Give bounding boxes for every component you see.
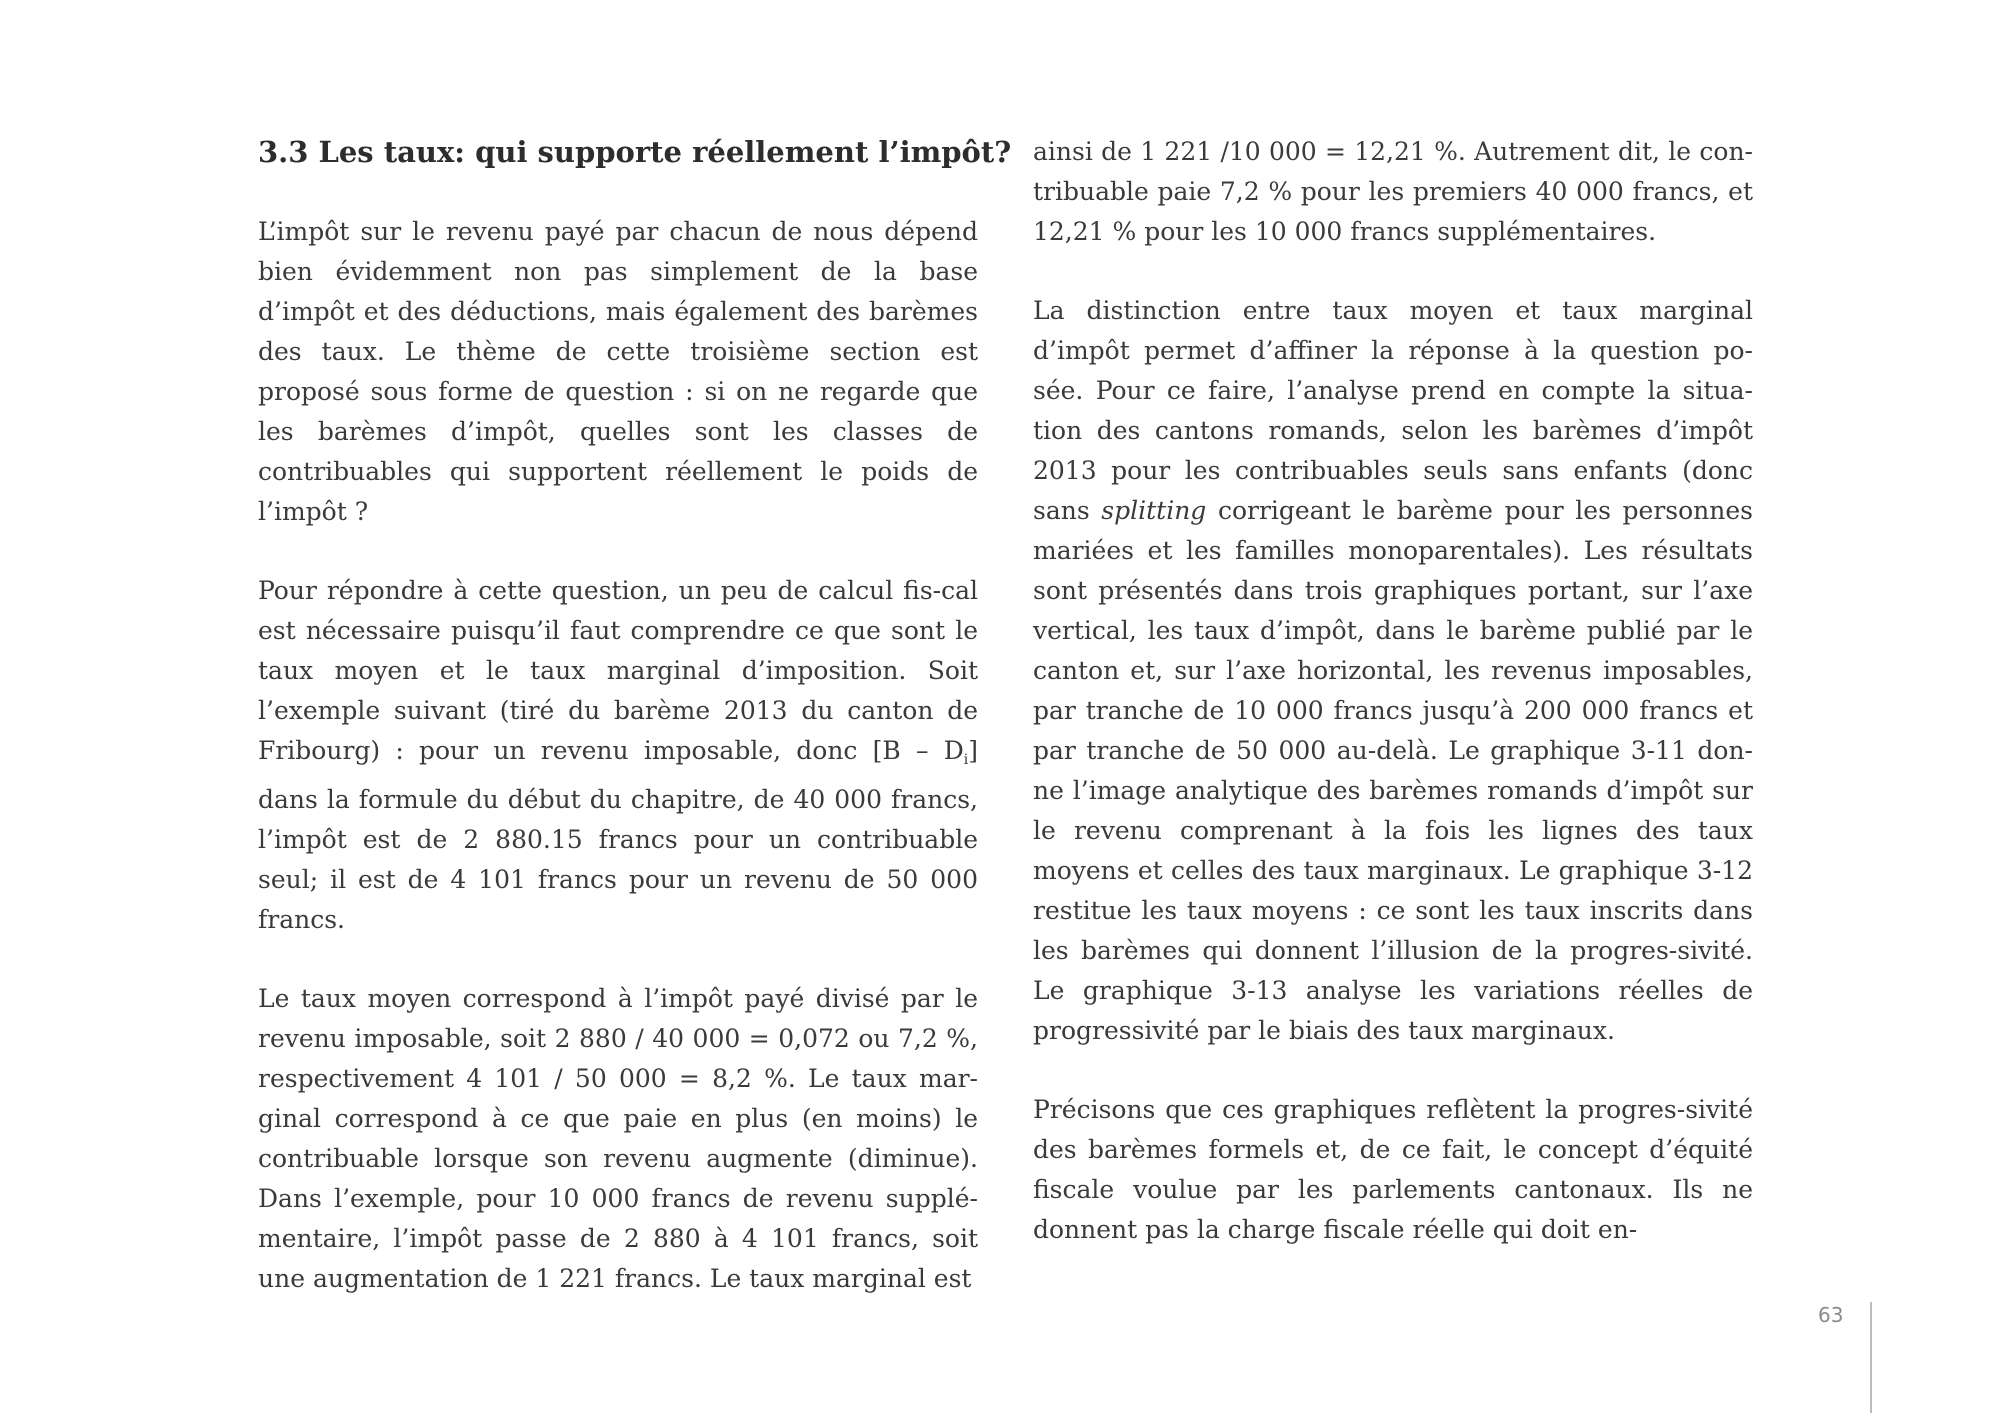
paragraph-precision: Précisons que ces graphiques reflètent la progres-sivité des barèmes formels et, de ce fait, le concept d’équité fiscale voulue par les parlements cantonaux. Ils ne donnent pas la charge fiscale réelle qui doit en- bbox=[1033, 1095, 1753, 1244]
emphasis-splitting: splitting bbox=[1101, 496, 1207, 525]
paragraph-calculation-text-a: Pour répondre à cette question, un peu de calcul fis-cal est nécessaire puisqu’il faut comprendre ce que sont le taux moyen et le taux marginal d’imposition. Soit l’exemple suivant (tiré du barème 2013 du canton de Fribourg) : pour un revenu imposable, donc [B – D bbox=[258, 576, 978, 765]
formula-subscript: i bbox=[963, 752, 969, 768]
page-number: 63 bbox=[1818, 1303, 1844, 1327]
paragraph-distinction-text-a: La distinction entre taux moyen et taux marginal d’impôt permet d’affiner la réponse à la question po-sée. Pour ce faire, l’analyse prend en compte la situa-tion des cantons romands, selon les barèmes d’impôt 2013 pour les contribuables seuls sans enfants (donc sans bbox=[1033, 296, 1753, 525]
paragraph-distinction bbox=[1033, 291, 1753, 1051]
page-margin-rule bbox=[1870, 1302, 1872, 1413]
paragraph-calculation-text-b: ] dans la formule du début du chapitre, de 40 000 francs, l’impôt est de 2 880.15 francs pour un contribuable seul; il est de 4 101 francs pour un revenu de 50 000 francs. bbox=[258, 736, 978, 934]
paragraph-marginal-rate: ainsi de 1 221 /10 000 = 12,21 %. Autrement dit, le con-tribuable paie 7,2 % pour les premiers 40 000 francs, et 12,21 % pour les 10 000 francs supplémentaires. bbox=[1033, 137, 1753, 246]
left-column bbox=[258, 132, 1012, 1338]
section-number: 3.3 bbox=[258, 135, 309, 169]
paragraph-intro: L’impôt sur le revenu payé par chacun de nous dépend bien évidemment non pas simplement de la base d’impôt et des déductions, mais également des barèmes des taux. Le thème de cette troisième section est proposé sous forme de question : si on ne regarde que les barèmes d’impôt, quelles sont les classes de contribuables qui supportent réellement le poids de l’impôt ? bbox=[258, 217, 978, 526]
paragraph-average-rate: Le taux moyen correspond à l’impôt payé divisé par le revenu imposable, soit 2 880 / 40 000 = 0,072 ou 7,2 %, respectivement 4 101 / 50 000 = 8,2 %. Le taux mar-ginal correspond à ce que paie en plus (en moins) le contribuable lorsque son revenu augmente (diminue). Dans l’exemple, pour 10 000 francs de revenu supplé-mentaire, l’impôt passe de 2 880 à 4 101 francs, soit une augmentation de 1 221 francs. Le taux marginal est bbox=[258, 984, 978, 1293]
section-title: Les taux: qui supporte réellement l’impôt? bbox=[318, 135, 1012, 169]
right-column bbox=[1033, 132, 1753, 1289]
paragraph-distinction-text-b: corrigeant le barème pour les personnes mariées et les familles monoparentales). Les résultats sont présentés dans trois graphiques portant, sur l’axe vertical, les taux d’impôt, dans le barème publié par le canton et, sur l’axe horizontal, les revenus imposables, par tranche de 10 000 francs jusqu’à 200 000 francs et par tranche de 50 000 au-delà. Le graphique 3-11 don-ne l’image analytique des barèmes romands d’impôt sur le revenu comprenant à la fois les lignes des taux moyens et celles des taux marginaux. Le graphique 3-12 restitue les taux moyens : ce sont les taux inscrits dans les barèmes qui donnent l’illusion de la progres-sivité. Le graphique 3-13 analyse les variations réelles de progressivité par le biais des taux marginaux. bbox=[1033, 496, 1753, 1045]
section-heading bbox=[258, 132, 1012, 172]
paragraph-calculation bbox=[258, 571, 978, 940]
